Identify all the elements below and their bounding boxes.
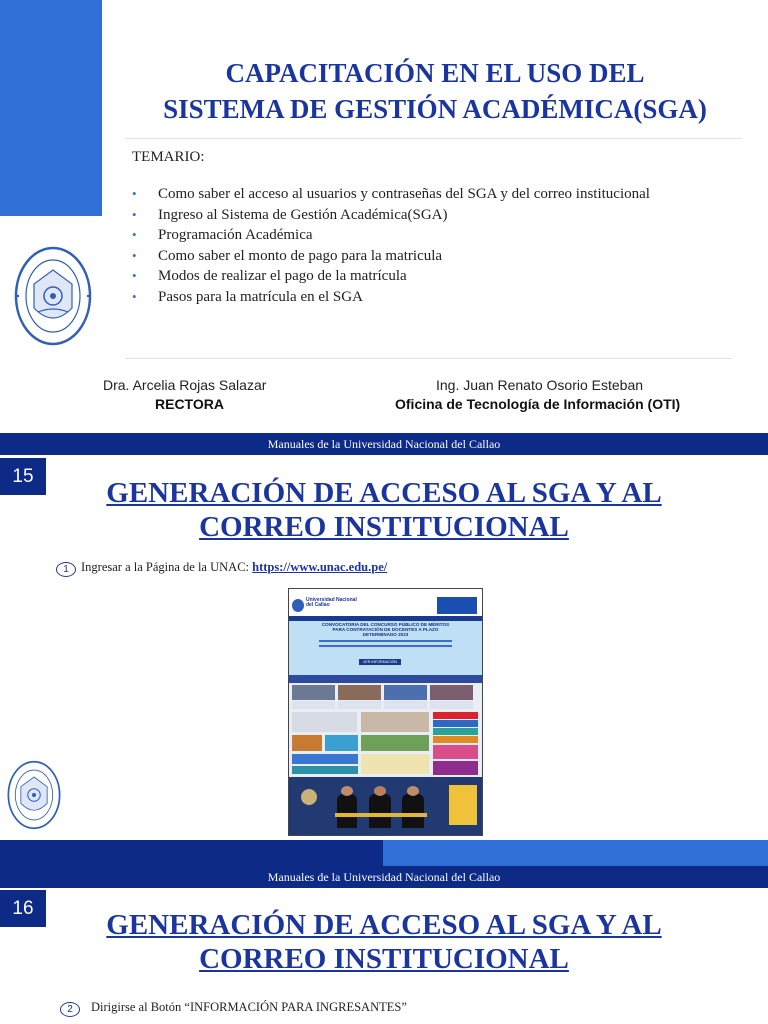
slide16-title-line2: CORREO INSTITUCIONAL — [199, 943, 569, 975]
divider — [125, 138, 742, 139]
slide1-blue-accent — [0, 0, 102, 216]
banner-line: DETERMINADO 2023 — [362, 632, 409, 638]
temario-list — [132, 184, 650, 308]
rector-role: RECTORA — [155, 396, 224, 412]
banner-title — [293, 622, 478, 638]
ver-informacion-button: VER INFORMACIÓN — [359, 659, 401, 665]
footer-text: Manuales de la Universidad Nacional del Callao — [267, 437, 501, 451]
list-item: • Como saber el monto de pago para la matricula — [132, 246, 650, 267]
list-item: • Como saber el acceso al usuarios y contraseñas del SGA y del correo institucional — [132, 184, 650, 205]
slide1-title — [110, 55, 760, 127]
step-number-badge: 2 — [60, 1002, 80, 1017]
oti-head-name: Ing. Juan Renato Osorio Esteban — [436, 377, 644, 393]
rector-name: Dra. Arcelia Rojas Salazar — [103, 377, 267, 393]
step-number-badge: 1 — [56, 562, 76, 577]
university-seal-logo — [7, 760, 61, 830]
list-item: • Modos de realizar el pago de la matrícula — [132, 266, 650, 287]
unac-website-screenshot — [288, 588, 483, 836]
slide15-title-line2: CORREO INSTITUCIONAL — [199, 511, 569, 543]
footer-text: Manuales de la Universidad Nacional del Callao — [267, 870, 501, 884]
slide1-title-line2: SISTEMA DE GESTIÓN ACADÉMICA(SGA) — [163, 94, 707, 124]
slide16-title — [46, 908, 722, 976]
oti-office-name: Oficina de Tecnología de Información (OTI) — [395, 396, 681, 412]
banner-line: PARA CONTRATACIÓN DE DOCENTES A PLAZO — [332, 627, 439, 633]
slide-number: 15 — [0, 458, 46, 495]
footer-bar-light — [383, 840, 768, 866]
list-item: • Ingreso al Sistema de Gestión Académica(SGA) — [132, 205, 650, 226]
step-instruction: Dirigirse al Botón “INFORMACIÓN PARA INGRESANTES” — [91, 1000, 407, 1014]
slide15-title-line1: GENERACIÓN DE ACCESO AL SGA Y AL — [106, 477, 662, 509]
step-text: Ingresar a la Página de la UNAC: — [81, 560, 253, 574]
slide15-title — [46, 476, 722, 544]
site-name: Universidad Nacional del Callao — [306, 597, 357, 608]
divider — [125, 358, 732, 359]
step-instruction — [81, 560, 387, 575]
list-item: • Pasos para la matrícula en el SGA — [132, 287, 650, 308]
banner-line: CONVOCATORIA DEL CONCURSO PÚBLICO DE MÉRITOS — [321, 622, 450, 627]
slide1-title-line1: CAPACITACIÓN EN EL USO DEL — [225, 58, 645, 88]
university-seal-logo — [14, 246, 92, 346]
slide16-title-line1: GENERACIÓN DE ACCESO AL SGA Y AL — [106, 909, 662, 941]
slide-number: 16 — [0, 890, 46, 927]
unac-link[interactable]: https://www.unac.edu.pe/ — [252, 560, 388, 574]
list-item: • Programación Académica — [132, 225, 650, 246]
temario-label: TEMARIO: — [132, 149, 205, 165]
footer-bar-dark — [0, 840, 383, 866]
